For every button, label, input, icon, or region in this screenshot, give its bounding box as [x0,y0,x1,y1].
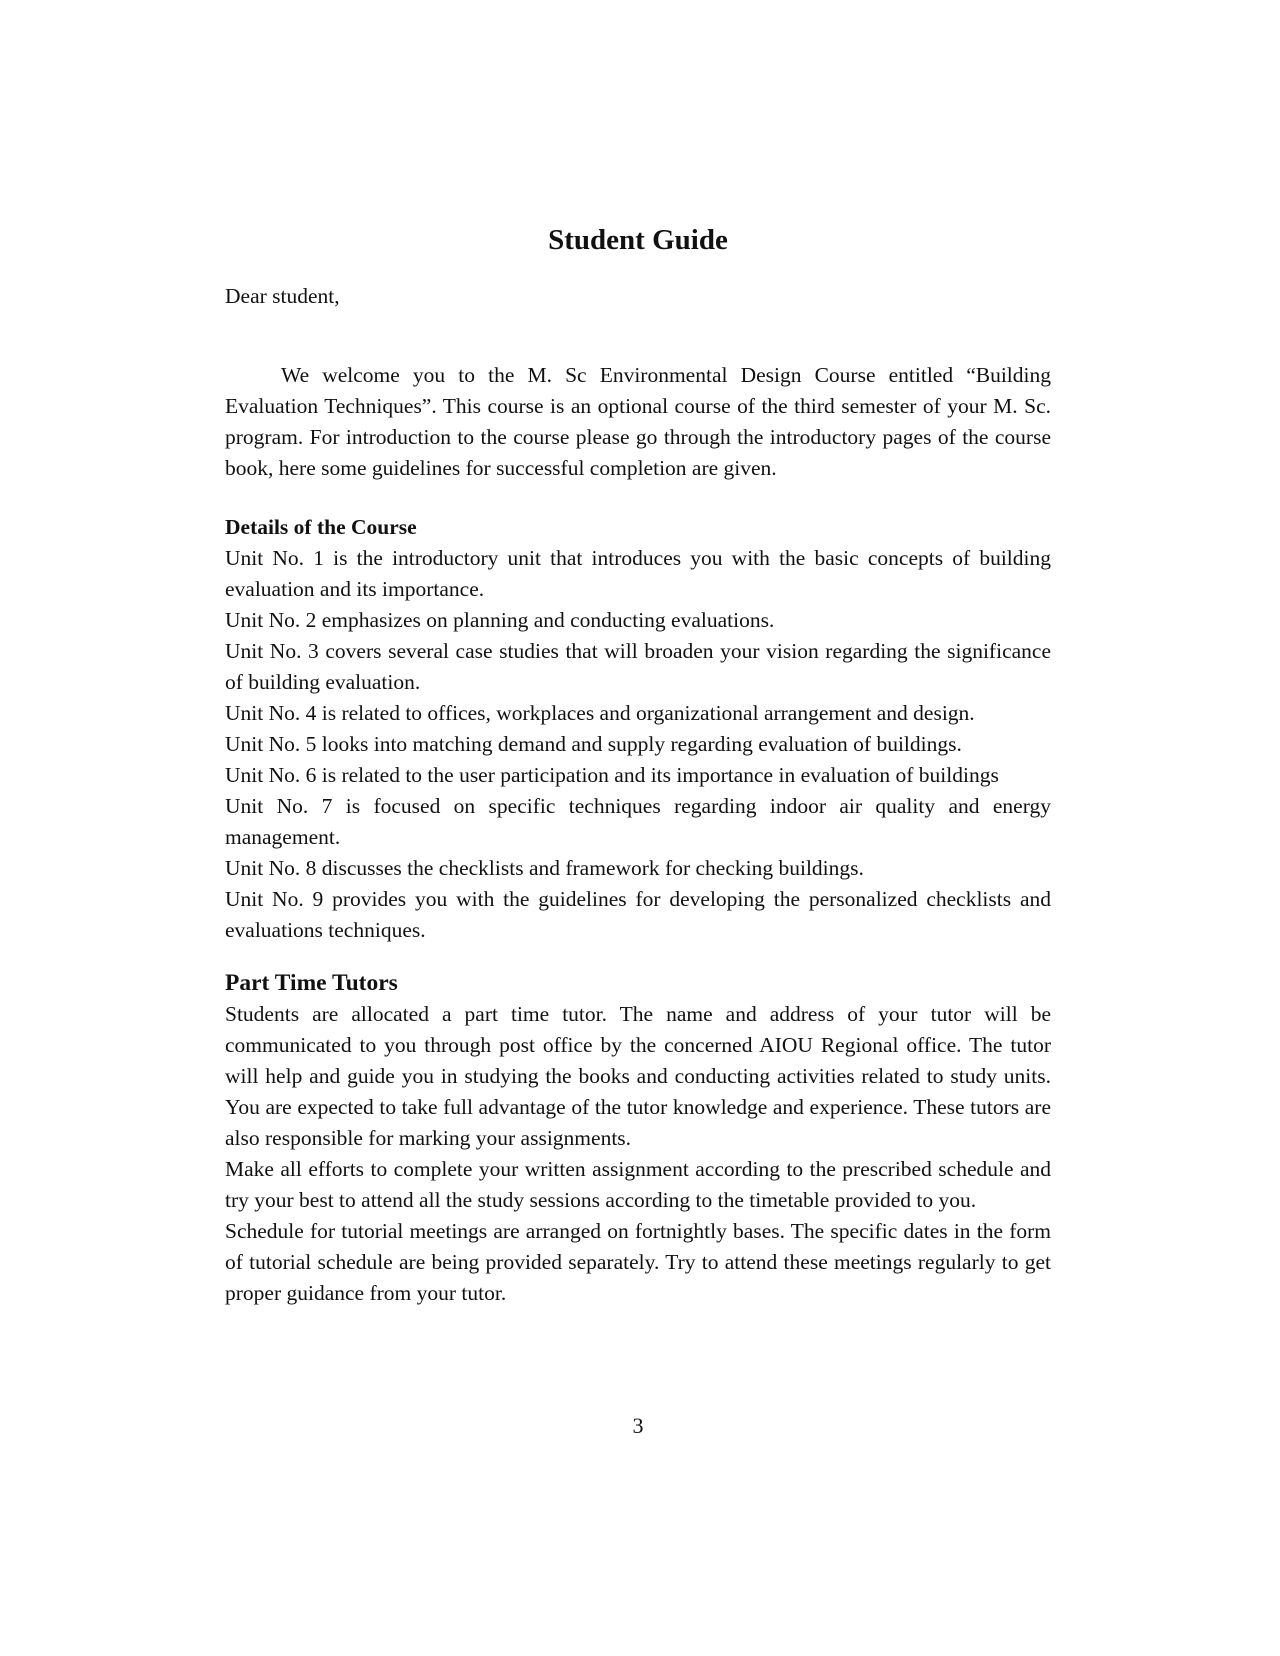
course-details-section [225,512,1051,946]
unit-item-2: Unit No. 2 emphasizes on planning and conducting evaluations. [225,608,775,632]
intro-paragraph: We welcome you to the M. Sc Environmental Design Course entitled “Building Evaluation Techniques”. This course is an optional course of the third semester of your M. Sc. program. For introduction to the course please go through the introductory pages of the course book, here some guidelines for successful completion are given. [225,363,1051,480]
unit-list [225,543,1051,946]
tutors-heading: Part Time Tutors [225,970,398,996]
unit-item-7: Unit No. 7 is focused on specific techniques regarding indoor air quality and energy management. [225,794,1051,849]
unit-item-4: Unit No. 4 is related to offices, workplaces and organizational arrangement and design. [225,701,975,725]
unit-item-6: Unit No. 6 is related to the user participation and its importance in evaluation of buildings [225,763,999,787]
tutors-section [225,968,1051,1309]
tutors-paragraph-1: Students are allocated a part time tutor. The name and address of your tutor will be communicated to you through post office by the concerned AIOU Regional office. The tutor will help and guide you in studying the books and conducting activities related to study units. You are expected to take full advantage of the tutor knowledge and experience. These tutors are also responsible for marking your assignments. [225,1002,1051,1150]
unit-item-1: Unit No. 1 is the introductory unit that introduces you with the basic concepts of building evaluation and its importance. [225,546,1051,601]
unit-item-8: Unit No. 8 discusses the checklists and framework for checking buildings. [225,856,864,880]
page-number: 3 [632,1413,644,1438]
tutors-paragraph-2: Make all efforts to complete your written assignment according to the prescribed schedule and try your best to attend all the study sessions according to the timetable provided to you. [225,1157,1051,1212]
unit-item-5: Unit No. 5 looks into matching demand and supply regarding evaluation of buildings. [225,732,962,756]
course-details-heading: Details of the Course [225,515,417,539]
tutors-paragraph-3: Schedule for tutorial meetings are arranged on fortnightly bases. The specific dates in the form of tutorial schedule are being provided separately. Try to attend these meetings regularly to get proper guidance from your tutor. [225,1219,1051,1305]
salutation: Dear student, [225,284,340,308]
page-title: Student Guide [548,224,728,256]
unit-item-9: Unit No. 9 provides you with the guidelines for developing the personalized checklists and evaluations techniques. [225,887,1051,942]
unit-item-3: Unit No. 3 covers several case studies that will broaden your vision regarding the significance of building evaluation. [225,639,1051,694]
